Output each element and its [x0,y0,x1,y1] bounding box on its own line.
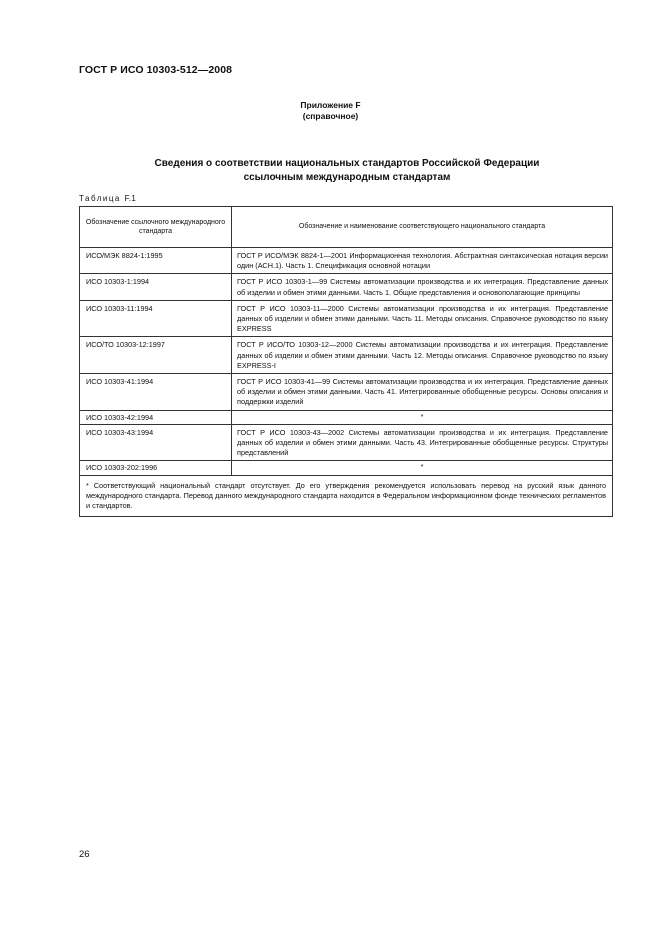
table-row [80,461,613,475]
table-header-row [80,207,613,248]
correspondence-table [79,206,613,517]
page-number: 26 [79,849,90,860]
table-row [80,248,613,274]
table-row [80,337,613,374]
national-standard-cell: * [232,461,613,475]
national-standard-cell: ГОСТ Р ИСО 10303-1—99 Системы автоматизации производства и их интеграция. Представление данных об изделии и обмен этими данными. Часть 1. Общие представления и основополагающие принципы [232,274,613,300]
national-standard-cell: ГОСТ Р ИСО 10303-41—99 Системы автоматизации производства и их интеграция. Представление данных об изделии и обмен этими данными. Часть 41. Интегрированные обобщенные ресурсы. Основы описания и поддержки изделий [232,374,613,411]
intl-standard-cell: ИСО 10303-41:1994 [80,374,232,411]
table-caption-word: Таблица [79,194,121,203]
table-row [80,424,613,461]
national-standard-cell: ГОСТ Р ИСО/ТО 10303-12—2000 Системы автоматизации производства и их интеграция. Представление данных об изделии и обмен этими данными. Часть 12. Методы описания. Справочное руководство по языку EXPRESS-I [232,337,613,374]
table-row [80,274,613,300]
col-header-international: Обозначение ссылочного международного стандарта [80,207,232,248]
annex-title: Приложение F [300,100,361,110]
table-footnote-row [80,475,613,517]
table-footnote: * Соответствующий национальный стандарт отсутствует. До его утверждения рекомендуется использовать перевод на русский язык данного международного стандарта. Перевод данного международного стандарта находится в Федеральном информационном фонде технических регламентов и стандартов. [80,475,613,517]
section-title [79,157,615,184]
table-caption-number: F.1 [124,194,137,203]
national-standard-cell: ГОСТ Р ИСО 10303-43—2002 Системы автоматизации производства и их интеграция. Представление данных об изделии и обмен этими данными. Часть 43. Интегрированные обобщенные ресурсы. Структуры представлений [232,424,613,461]
table-caption [79,194,136,203]
table-row [80,410,613,424]
annex-kind: (справочное) [302,111,359,121]
national-standard-cell: ГОСТ Р ИСО 10303-11—2000 Системы автоматизации производства и их интеграция. Представление данных об изделии и обмен этими данными. Часть 11. Методы описания. Справочное руководство по языку EXPRESS [232,300,613,337]
section-title-line-2: ссылочным международным стандартам [243,171,451,183]
table-row [80,300,613,337]
intl-standard-cell: ИСО 10303-11:1994 [80,300,232,337]
document-code-header: ГОСТ Р ИСО 10303-512—2008 [79,64,233,76]
intl-standard-cell: ИСО/ТО 10303-12:1997 [80,337,232,374]
national-standard-cell: * [232,410,613,424]
section-title-line-1: Сведения о соответствии национальных стандартов Российской Федерации [154,158,540,169]
intl-standard-cell: ИСО 10303-42:1994 [80,410,232,424]
col-header-national: Обозначение и наименование соответствующего национального стандарта [232,207,613,248]
table-row [80,374,613,411]
national-standard-cell: ГОСТ Р ИСО/МЭК 8824-1—2001 Информационная технология. Абстрактная синтаксическая нотация версии один (АСН.1). Часть 1. Спецификация основной нотации [232,248,613,274]
intl-standard-cell: ИСО 10303-202:1996 [80,461,232,475]
intl-standard-cell: ИСО 10303-1:1994 [80,274,232,300]
intl-standard-cell: ИСО/МЭК 8824-1:1995 [80,248,232,274]
intl-standard-cell: ИСО 10303-43:1994 [80,424,232,461]
